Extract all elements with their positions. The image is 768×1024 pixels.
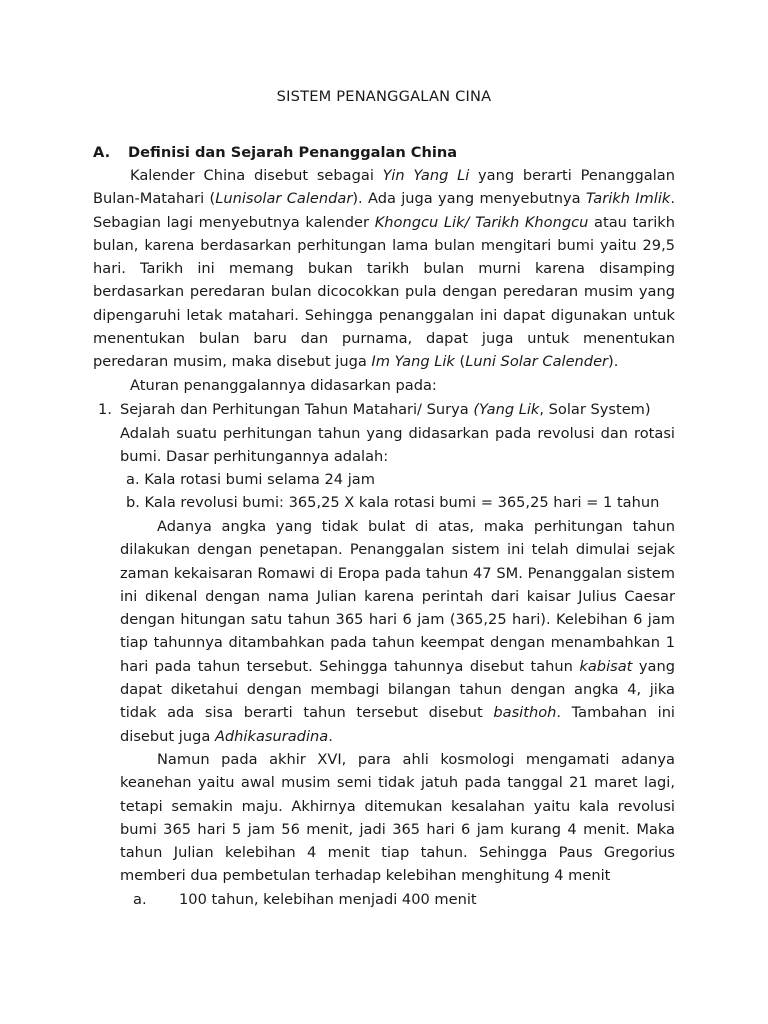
italic-term: kabisat — [579, 657, 633, 675]
text-run: ). — [608, 353, 619, 371]
document-title: SISTEM PENANGGALAN CINA — [276, 88, 492, 105]
sub-item-b: b. Kala revolusi bumi: 365,25 X kala rotasi bumi = 365,25 hari = 1 tahun — [126, 494, 660, 511]
text-run: . Tambahan ini disebut juga — [120, 704, 675, 745]
italic-term: Lunisolar Calendar — [215, 190, 353, 208]
text-run: yang dapat diketahui dengan membagi bilangan tahun dengan angka 4, jika tidak ada sisa berarti tahun tersebut disebut — [120, 657, 675, 722]
text-run: Adanya angka yang tidak bulat di atas, maka perhitungan tahun dilakukan dengan penetapan. Penanggalan sistem ini telah dimulai sejak zaman kekaisaran Romawi di Eropa pada tahun 47 SM. Penanggalan sistem ini dikenal dengan nama Julian karena perintah dari kaisar Julius Caesar dengan hitungan satu tahun 365 hari 6 jam (365,25 hari). Kelebihan 6 jam tiap tahunnya ditambahkan pada tahun keempat dengan menambahkan 1 hari pada tahun tersebut. Sehingga tahunnya disebut tahun — [120, 518, 675, 675]
text-run: ( — [454, 353, 466, 371]
text-run: . Sebagian lagi menyebutnya kalender — [93, 190, 675, 231]
italic-term: Yin Yang Li — [382, 167, 470, 184]
item1-description: Adalah suatu perhitungan tahun yang didasarkan pada revolusi dan rotasi bumi. Dasar perhitungannya adalah: — [120, 425, 675, 466]
text-run: Sejarah dan Perhitungan Tahun Matahari/ Surya — [120, 401, 474, 418]
italic-term: Luni Solar Calender — [465, 353, 609, 371]
text-run: Namun pada akhir XVI, para ahli kosmologi mengamati adanya keanehan yaitu awal musim semi tidak jatuh pada tanggal 21 maret lagi, tetapi semakin maju. Akhirnya ditemukan kesalahan yaitu kala revolusi bumi 365 hari 5 jam 56 menit, jadi 365 hari 6 jam kurang 4 menit. Maka tahun Julian kelebihan 4 menit tiap tahun. Sehingga Paus Gregorius memberi dua pembetulan terhadap kelebihan menghitung 4 menit — [120, 751, 675, 885]
text-run: atau tarikh bulan, karena berdasarkan perhitungan lama bulan mengitari bumi yaitu 29,5 hari. Tarikh ini memang bukan tarikh bulan murni karena disamping berdasarkan peredaran bulan dicocokkan pula dengan peredaran musim yang dipengaruhi letak matahari. Sehingga penanggalan ini dapat digunakan untuk menentukan bulan baru dan purnama, dapat juga untuk menentukan peredaran musim, maka disebut juga — [93, 213, 675, 371]
italic-term: Tarikh Imlik — [585, 190, 671, 208]
text-run: yang berarti Penanggalan Bulan-Matahari ( — [93, 167, 675, 208]
italic-term: Im Yang Lik — [371, 353, 455, 371]
italic-term: Adhikasuradina — [214, 727, 329, 745]
paragraph-gregorian — [120, 748, 675, 888]
paragraph-julian — [120, 515, 675, 748]
italic-term: Khongcu Lik/ Tarikh Khongcu — [374, 213, 589, 231]
text-run: . — [328, 727, 333, 745]
sub2-item-a — [133, 888, 477, 911]
list-item-1 — [98, 398, 651, 421]
text-run: , Solar System) — [539, 401, 651, 418]
italic-term: (Yang Lik — [473, 401, 540, 418]
section-number: A. — [93, 144, 111, 161]
section-heading — [93, 144, 457, 161]
sub-item-a: a. Kala rotasi bumi selama 24 jam — [126, 471, 375, 488]
paragraph-definition — [93, 164, 675, 374]
list-item-number: 1. — [98, 401, 112, 418]
italic-term: basithoh — [493, 704, 557, 722]
text-run: Kalender China disebut sebagai — [130, 167, 383, 184]
text-run: ). Ada juga yang menyebutnya — [352, 190, 586, 208]
sub2-item-number: a. — [133, 891, 147, 908]
sub2-item-text: 100 tahun, kelebihan menjadi 400 menit — [179, 891, 477, 908]
section-heading-text: Definisi dan Sejarah Penanggalan China — [128, 144, 458, 161]
rules-intro: Aturan penanggalannya didasarkan pada: — [130, 377, 437, 394]
